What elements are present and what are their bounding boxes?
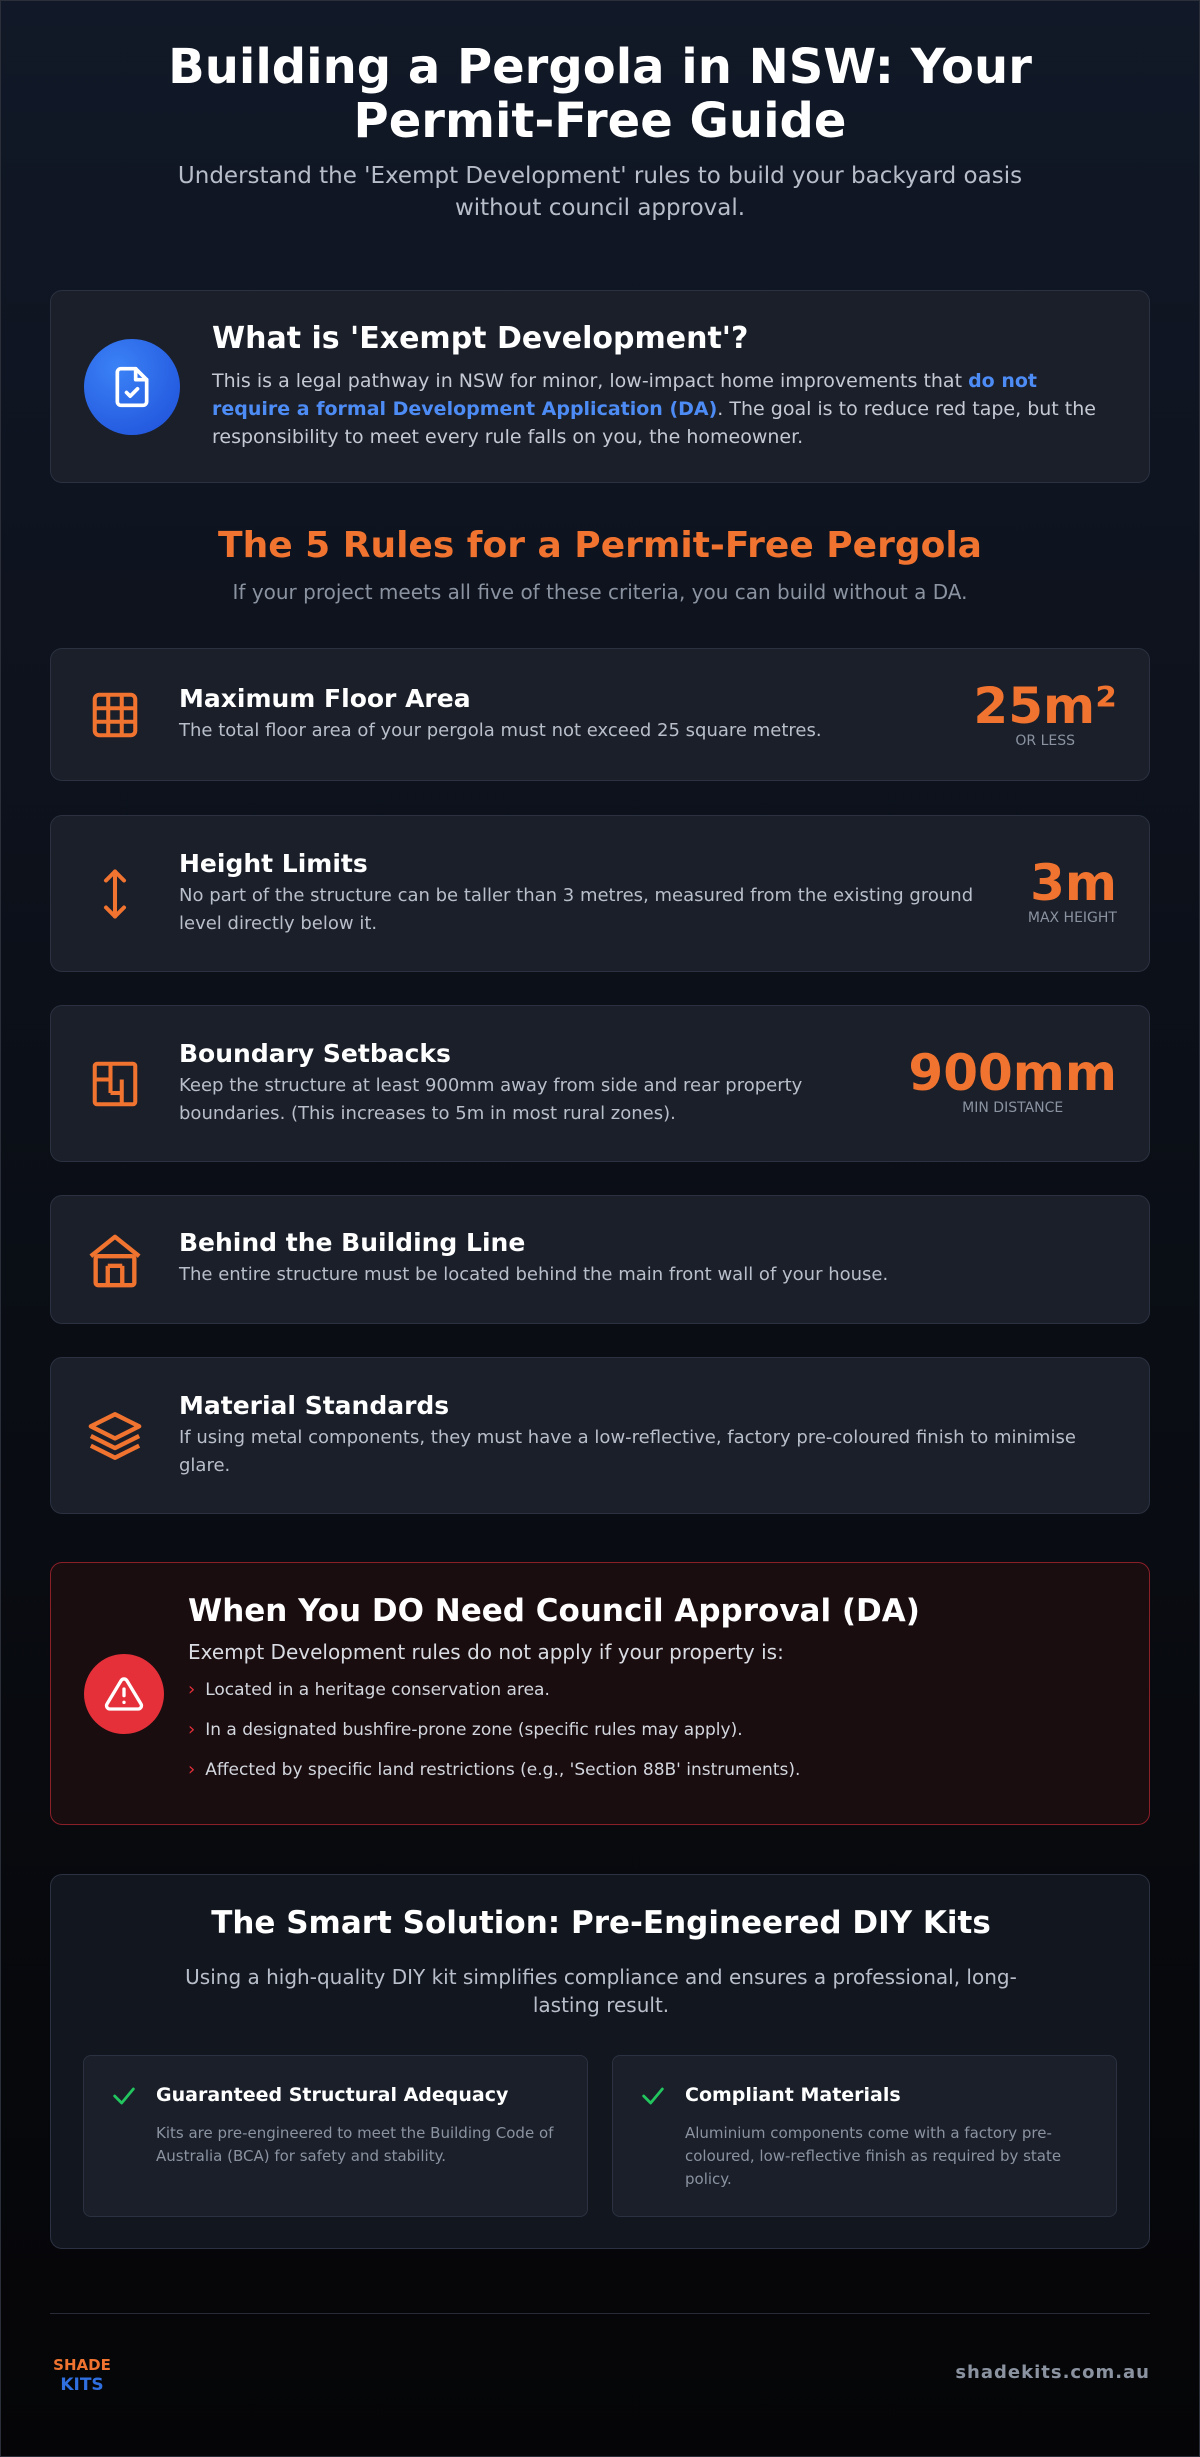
check-icon <box>110 2082 138 2110</box>
rule-title: Height Limits <box>179 849 368 878</box>
exempt-development-card <box>50 290 1150 483</box>
rule-card-materials <box>50 1357 1150 1514</box>
house-icon <box>85 1231 145 1291</box>
exempt-description: This is a legal pathway in NSW for minor, low-impact home improvements that do not require a formal Development Application (DA). The goal is to reduce red tape, but the responsibility to meet every rule falls on you, the homeowner. <box>212 370 1096 448</box>
rule-stat-value: 25m² <box>973 677 1117 735</box>
page-title: Building a Pergola in NSW: Your Permit-Free Guide <box>168 39 1032 149</box>
rule-title: Behind the Building Line <box>179 1228 526 1257</box>
rule-description: No part of the structure can be taller than 3 metres, measured from the existing ground level directly below it. <box>179 885 974 934</box>
warning-title: When You DO Need Council Approval (DA) <box>188 1593 920 1629</box>
layers-icon <box>85 1406 145 1466</box>
feature-title: Guaranteed Structural Adequacy <box>156 2084 509 2106</box>
site-url-link[interactable]: shadekits.com.au <box>955 2362 1150 2383</box>
solution-title: The Smart Solution: Pre-Engineered DIY Kits <box>211 1905 991 1941</box>
rule-title: Material Standards <box>179 1391 450 1420</box>
rule-description: The total floor area of your pergola must not exceed 25 square metres. <box>179 720 822 741</box>
rule-card-height <box>50 815 1150 972</box>
grid-icon <box>85 685 145 745</box>
rule-stat <box>973 679 1117 749</box>
svg-text:SHADE: SHADE <box>53 2356 111 2374</box>
rules-title: The 5 Rules for a Permit-Free Pergola <box>218 525 982 566</box>
rule-stat-label: OR LESS <box>1015 733 1076 749</box>
warning-intro: Exempt Development rules do not apply if your property is: <box>188 1640 784 1664</box>
rules-subtitle: If your project meets all five of these criteria, you can build without a DA. <box>232 580 968 604</box>
exempt-highlight: do not require a formal Development Application (DA) <box>212 370 1038 420</box>
feature-card-materials <box>612 2055 1117 2217</box>
list-item: › Affected by specific land restrictions (e.g., 'Section 88B' instruments). <box>188 1759 801 1780</box>
vertical-arrows-icon <box>85 864 145 924</box>
rule-stat-label: MIN DISTANCE <box>962 1100 1064 1116</box>
check-icon <box>639 2082 667 2110</box>
rule-description: If using metal components, they must have a low-reflective, factory pre-coloured finish to minimise glare. <box>179 1427 1076 1476</box>
feature-title: Compliant Materials <box>685 2084 901 2106</box>
floor-plan-icon <box>85 1054 145 1114</box>
feature-description: Aluminium components come with a factory pre-coloured, low-reflective finish as required by state policy. <box>685 2124 1062 2188</box>
feature-description: Kits are pre-engineered to meet the Building Code of Australia (BCA) for safety and stability. <box>156 2124 554 2165</box>
rule-stat-value: 900mm <box>908 1044 1117 1102</box>
page-subtitle: Understand the 'Exempt Development' rules to build your backyard oasis without council approval. <box>177 163 1023 221</box>
rule-stat <box>908 1046 1117 1116</box>
solution-lead: Using a high-quality DIY kit simplifies compliance and ensures a professional, long-lasting result. <box>185 1965 1017 2017</box>
rule-stat-label: MAX HEIGHT <box>1027 910 1117 926</box>
footer-divider <box>50 2313 1150 2314</box>
chevron-right-icon: › <box>188 1759 196 1780</box>
shadekits-logo[interactable] <box>52 2350 112 2398</box>
rule-card-building-line <box>50 1195 1150 1324</box>
rule-stat-value: 3m <box>1030 854 1117 912</box>
rule-stat <box>1028 856 1117 926</box>
council-approval-warning <box>50 1562 1150 1825</box>
smart-solution-card <box>50 1874 1150 2249</box>
rule-description: Keep the structure at least 900mm away from side and rear property boundaries. (This increases to 5m in most rural zones). <box>179 1075 803 1124</box>
list-item: › In a designated bushfire-prone zone (specific rules may apply). <box>188 1719 743 1740</box>
document-check-icon <box>84 339 180 435</box>
rule-card-floor-area <box>50 648 1150 781</box>
feature-card-structural <box>83 2055 588 2217</box>
chevron-right-icon: › <box>188 1719 196 1740</box>
warning-triangle-icon <box>84 1654 164 1734</box>
rule-card-setbacks <box>50 1005 1150 1162</box>
list-item: › Located in a heritage conservation area. <box>188 1679 550 1700</box>
rule-title: Boundary Setbacks <box>179 1039 451 1068</box>
warning-list <box>188 1676 800 1796</box>
exempt-title: What is 'Exempt Development'? <box>212 321 749 356</box>
chevron-right-icon: › <box>188 1679 196 1700</box>
rule-description: The entire structure must be located behind the main front wall of your house. <box>179 1264 889 1285</box>
rule-title: Maximum Floor Area <box>179 684 471 713</box>
svg-text:KITS: KITS <box>60 2375 104 2395</box>
